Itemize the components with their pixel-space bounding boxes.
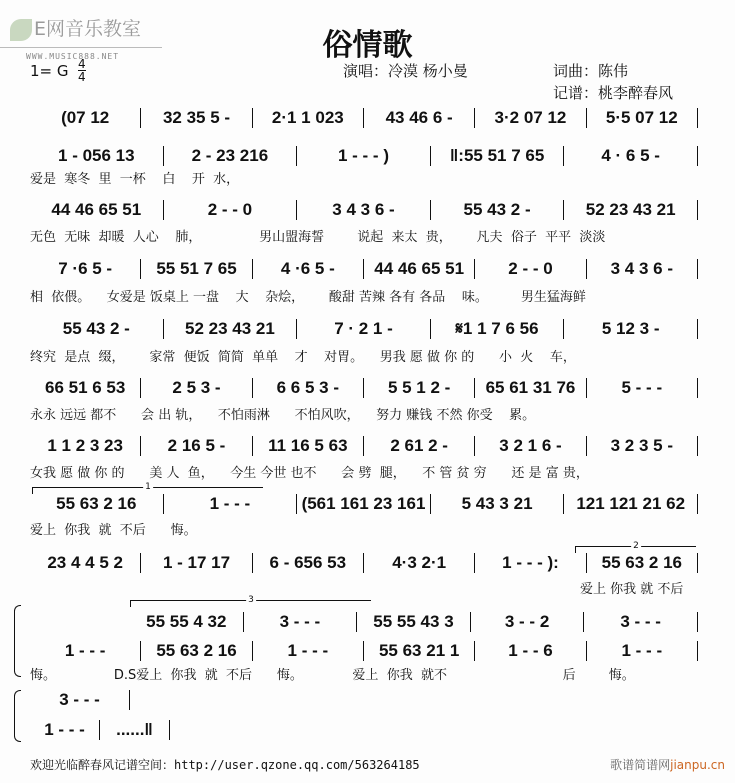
notation-row [30,690,130,710]
measure: 43 46 6 - [364,108,475,128]
measure: 5·5 07 12 [587,108,698,128]
measure: 55 63 2 16 [30,494,164,514]
measure: 11 16 5 63 [253,436,364,456]
measure: 55 55 43 3 [357,612,471,632]
measure: 3 4 3 6 - [297,200,431,220]
lyrics-line: 爱上 你我 就 不后 悔。 [30,523,197,538]
measure: ......‖ [100,720,170,740]
measure: 3 2 3 5 - [587,436,698,456]
measure: 55 43 2 - [431,200,565,220]
singers: 演唱：冷漠 杨小曼 [343,62,468,80]
notation-row [30,259,698,279]
lyrics-line: 爱上 你我 就 不后 [580,582,684,597]
measure: 2 - 23 216 [164,146,298,166]
measure: 1 - - - ) [297,146,431,166]
measure: 1 - 17 17 [141,553,252,573]
system-brace [14,605,21,677]
measure: 4 ·6 5 - [253,259,364,279]
measure: 55 63 2 16 [141,641,252,661]
measure: 52 23 43 21 [164,319,298,339]
measure: (561 161 23 161 [297,494,431,514]
measure: (07 12 [30,108,141,128]
measure: 66 51 6 53 [30,378,141,398]
notation-row [30,378,698,398]
measure: 1 - - - [30,641,141,661]
volta-2 [575,541,696,553]
measure: 1 1 2 3 23 [30,436,141,456]
notation-row [30,200,698,220]
volta-1 [32,482,263,494]
lyrics-line: 爱是 寒冬 里 一杯 白 开 水， [30,172,240,187]
measure: 44 46 65 51 [30,200,164,220]
time-top: 4 [78,57,86,71]
measure: 1 - 056 13 [30,146,164,166]
notation-row [30,494,698,514]
measure: 3·2 07 12 [475,108,586,128]
notation-row [30,319,698,339]
site-url: WWW.MUSIC888.NET [26,52,120,61]
measure: 3 2 1 6 - [475,436,586,456]
lyrics-line: 永永 远远 都不 会 出 轨， 不怕雨淋 不怕风吹， 努力 赚钱 不然 你受 累。 [30,408,536,423]
measure: 1 - - - [253,641,364,661]
measure: 3 - - - [30,690,130,710]
measure: 𝄋1 1 7 6 56 [431,319,565,339]
notation-row [30,146,698,166]
measure: 4 · 6 5 - [564,146,698,166]
lyrics-line: 相 依偎。 女爱是 饭桌上 一盘 大 杂烩， 酸甜 苦辣 各有 各品 味。 男生猛海鲜 [30,290,586,305]
measure: 3 - - 2 [471,612,585,632]
measure: 2 - - 0 [164,200,298,220]
watermark-domain: jianpu.cn [670,758,725,772]
measure: 5 12 3 - [564,319,698,339]
measure: 23 4 4 5 2 [30,553,141,573]
watermark-text: 歌谱简谱网 [610,758,671,772]
lyrics-line: 女我 愿 做 你 的 美 人 鱼， 今生 今世 也不 会 劈 腿， 不 管 贫 穷 还 是 富 贵， [30,466,589,481]
measure: 4·3 2·1 [364,553,475,573]
measure: 55 55 4 32 [130,612,244,632]
footer-text: 欢迎光临醉春风记谱空间：http://user.qzone.qq.com/563264185 [30,758,420,772]
measure: 6 6 5 3 - [253,378,364,398]
measure: 2 - - 0 [475,259,586,279]
time-bottom: 4 [78,70,86,84]
lyrics-line: 无色 无味 却暖 人心 肺， 男山盟海誓 说起 来太 贵， 凡夫 俗子 平平 淡淡 [30,230,606,245]
lyrics-line: 悔。 D.S爱上 你我 就 不后 悔。 爱上 你我 就不 后 悔。 [30,668,635,683]
measure: 55 51 7 65 [141,259,252,279]
measure: 1 - - - [587,641,698,661]
volta-label: 3 [248,595,254,605]
measure: 5 5 1 2 - [364,378,475,398]
volta-bracket [130,595,371,607]
watermark [610,756,725,773]
measure: ‖:55 51 7 65 [431,146,565,166]
measure: 55 63 21 1 [364,641,475,661]
volta-2-label: 2 [633,541,639,551]
measure: 2 61 2 - [364,436,475,456]
measure: 55 63 2 16 [587,553,698,573]
measure: 121 121 21 62 [564,494,698,514]
measure: 5 43 3 21 [431,494,565,514]
measure: 7 ·6 5 - [30,259,141,279]
measure: 6 - 656 53 [253,553,364,573]
song-title: 俗情歌 [322,28,413,63]
measure: 2·1 1 023 [253,108,364,128]
measure: 44 46 65 51 [364,259,475,279]
measure: 52 23 43 21 [564,200,698,220]
measure: 3 - - - [244,612,358,632]
composer: 词曲：陈伟 [553,62,629,80]
notation-row [30,641,698,661]
system-brace [14,690,21,742]
notation-row [130,612,698,632]
measure: 3 - - - [584,612,698,632]
measure: 5 - - - [587,378,698,398]
notation-row [30,553,698,573]
notation-row [30,108,698,128]
measure: 55 43 2 - [30,319,164,339]
key-signature: 1= G [30,62,69,80]
time-signature [78,58,86,83]
measure: 1 - - - [30,720,100,740]
volta-1-label: 1 [145,482,151,492]
lyrics-line: 终究 是点 缀， 家常 便饭 简简 单单 才 对胃。 男我 愿 做 你 的 小 火 车， [30,350,576,365]
notation-row [30,720,170,740]
notation-row [30,436,698,456]
measure: 2 5 3 - [141,378,252,398]
measure: 1 - - 6 [475,641,586,661]
logo-text: E网音乐教室 [34,18,142,40]
measure: 32 35 5 - [141,108,252,128]
measure: 2 16 5 - [141,436,252,456]
measure: 1 - - - [164,494,298,514]
transcriber: 记谱：桃李醉春风 [553,84,674,102]
measure: 65 61 31 76 [475,378,586,398]
measure: 1 - - - ): [475,553,586,573]
measure: 3 4 3 6 - [587,259,698,279]
measure: 7 · 2 1 - [297,319,431,339]
